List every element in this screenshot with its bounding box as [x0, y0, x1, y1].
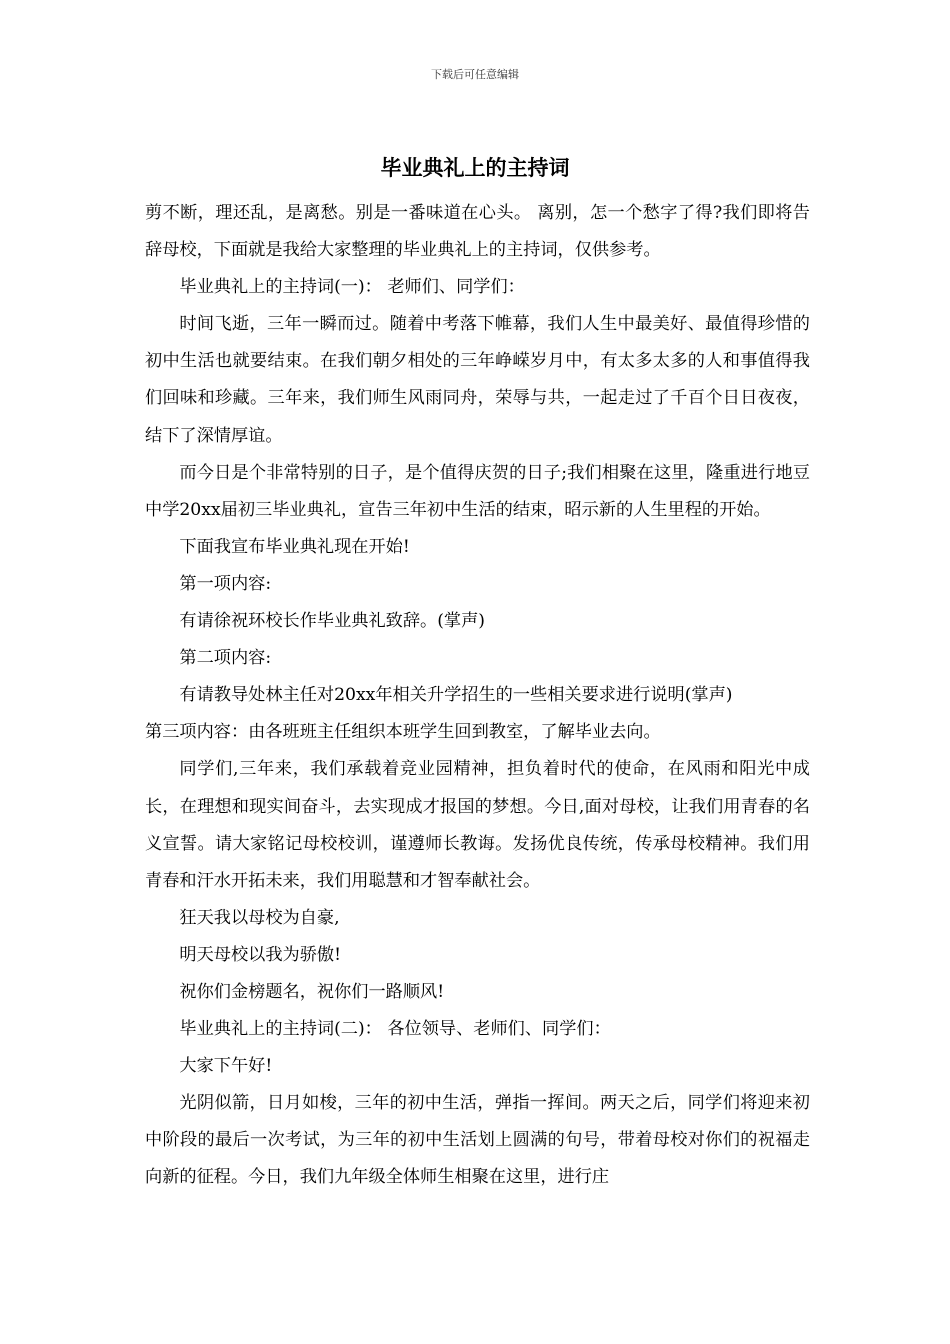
document-title: 毕业典礼上的主持词	[380, 155, 570, 180]
paragraph: 毕业典礼上的主持词(二)： 各位领导、老师们、同学们：	[179, 1019, 611, 1040]
paragraph: 第三项内容：由各班班主任组织本班学生回到教室，了解毕业去向。	[145, 722, 661, 743]
paragraph: 剪不断，理还乱，是离愁。别是一番味道在心头。 离别，怎一个愁字了得?我们即将告辞母校，下面就是我给大家整理的毕业典礼上的主持词，仅供参考。	[145, 203, 810, 261]
paragraph: 同学们,三年来，我们承载着竞业园精神，担负着时代的使命，在风雨和阳光中成长，在理想和现实间奋斗，去实现成才报国的梦想。今日,面对母校，让我们用青春的名义宣誓。请大家铭记母校校训，谨遵师长教诲。发扬优良传统，传承母校精神。我们用青春和汗水开拓未来，我们用聪慧和才智奉献社会。	[145, 759, 810, 891]
paragraph: 明天母校以我为骄傲!	[179, 944, 341, 965]
paragraph: 下面我宣布毕业典礼现在开始!	[179, 536, 410, 557]
paragraph: 有请教导处林主任对20xx年相关升学招生的一些相关要求进行说明(掌声)	[179, 685, 733, 706]
paragraph: 祝你们金榜题名，祝你们一路顺风!	[179, 981, 445, 1002]
paragraph: 时间飞逝，三年一瞬而过。随着中考落下帷幕，我们人生中最美好、最值得珍惜的初中生活也就要结束。在我们朝夕相处的三年峥嵘岁月中，有太多太多的人和事值得我们回味和珍藏。三年来，我们师生风雨同舟，荣辱与共，一起走过了千百个日日夜夜，结下了深情厚谊。	[145, 314, 810, 446]
header-note: 下载后可任意编辑	[431, 68, 519, 81]
document-body	[145, 195, 810, 1197]
paragraph: 光阴似箭，日月如梭，三年的初中生活，弹指一挥间。两天之后，同学们将迎来初中阶段的最后一次考试，为三年的初中生活划上圆满的句号，带着母校对你们的祝福走向新的征程。今日，我们九年级全体师生相聚在这里，进行庄	[145, 1093, 810, 1188]
paragraph: 而今日是个非常特别的日子，是个值得庆贺的日子;我们相聚在这里，隆重进行地豆中学20xx届初三毕业典礼，宣告三年初中生活的结束，昭示新的人生里程的开始。	[145, 462, 810, 520]
paragraph: 大家下午好!	[179, 1056, 273, 1077]
paragraph: 毕业典礼上的主持词(一)： 老师们、同学们：	[179, 277, 525, 298]
paragraph: 第一项内容:	[179, 573, 272, 594]
paragraph: 有请徐祝环校长作毕业典礼致辞。(掌声)	[179, 611, 485, 632]
paragraph: 狂天我以母校为自豪,	[179, 907, 340, 928]
paragraph: 第二项内容:	[179, 648, 272, 669]
